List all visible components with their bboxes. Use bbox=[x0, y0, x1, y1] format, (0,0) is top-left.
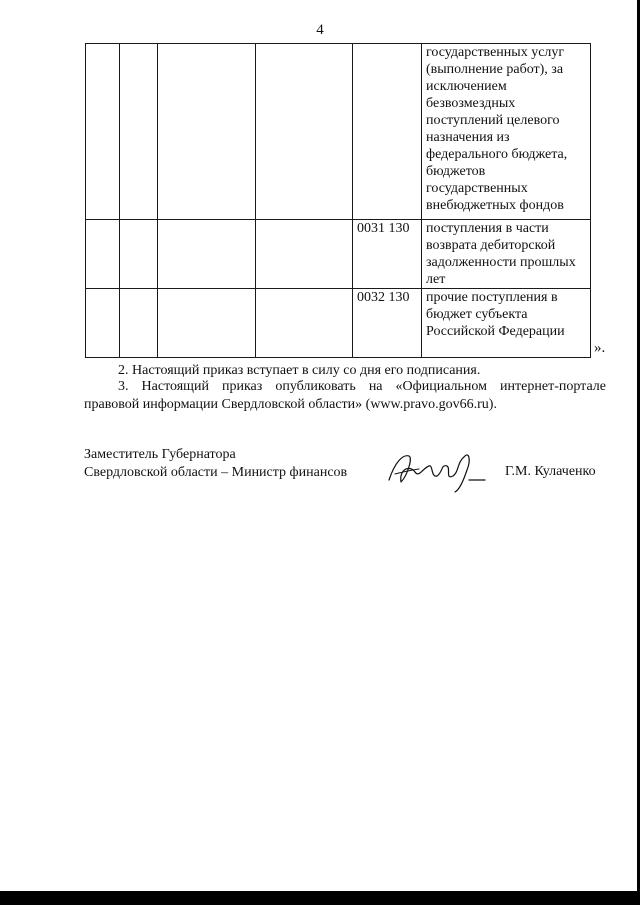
table-cell-code: 0031 130 bbox=[353, 220, 422, 289]
table-cell-empty bbox=[86, 220, 120, 289]
table-cell-empty bbox=[256, 220, 353, 289]
table-row bbox=[86, 220, 591, 289]
signer-name: Г.М. Кулаченко bbox=[505, 464, 596, 479]
table-cell-empty bbox=[120, 44, 158, 220]
table-row bbox=[86, 289, 591, 358]
handwritten-signature bbox=[385, 450, 490, 494]
table-cell-empty bbox=[158, 289, 256, 358]
table-row bbox=[86, 44, 591, 220]
table-cell-code: 0032 130 bbox=[353, 289, 422, 358]
table-cell-empty bbox=[256, 289, 353, 358]
signer-title-line-2: Свердловской области – Министр финансов bbox=[84, 465, 348, 480]
table-cell-code bbox=[353, 44, 422, 220]
scan-edge-bottom bbox=[0, 891, 640, 905]
table-cell-empty bbox=[86, 289, 120, 358]
table-cell-name: государственных услуг (выполнение работ), за исключением безвозмездных поступлений целевого назначения из федерального бюджета, бюджетов государственных внебюджетных фондов bbox=[422, 44, 591, 220]
table-cell-empty bbox=[120, 289, 158, 358]
table-cell-name: поступления в части возврата дебиторской задолженности прошлых лет bbox=[422, 220, 591, 289]
page-number: 4 bbox=[316, 22, 324, 38]
closing-quote: ». bbox=[594, 340, 606, 356]
table-cell-empty bbox=[158, 220, 256, 289]
signer-title bbox=[84, 446, 347, 482]
table-cell-empty bbox=[120, 220, 158, 289]
income-codes-table bbox=[85, 43, 591, 358]
paragraph-3: 3. Настоящий приказ опубликовать на «Официальном интернет-портале правовой информации Свердловской области» (www.pravo.gov66.ru). bbox=[84, 379, 606, 412]
table-cell-empty bbox=[158, 44, 256, 220]
table-cell-empty bbox=[256, 44, 353, 220]
signer-title-line-1: Заместитель Губернатора bbox=[84, 447, 236, 462]
table-cell-empty bbox=[86, 44, 120, 220]
table-cell-name: прочие поступления в бюджет субъекта Российской Федерации bbox=[422, 289, 591, 358]
paragraph-2: 2. Настоящий приказ вступает в силу со дня его подписания. bbox=[118, 363, 481, 378]
